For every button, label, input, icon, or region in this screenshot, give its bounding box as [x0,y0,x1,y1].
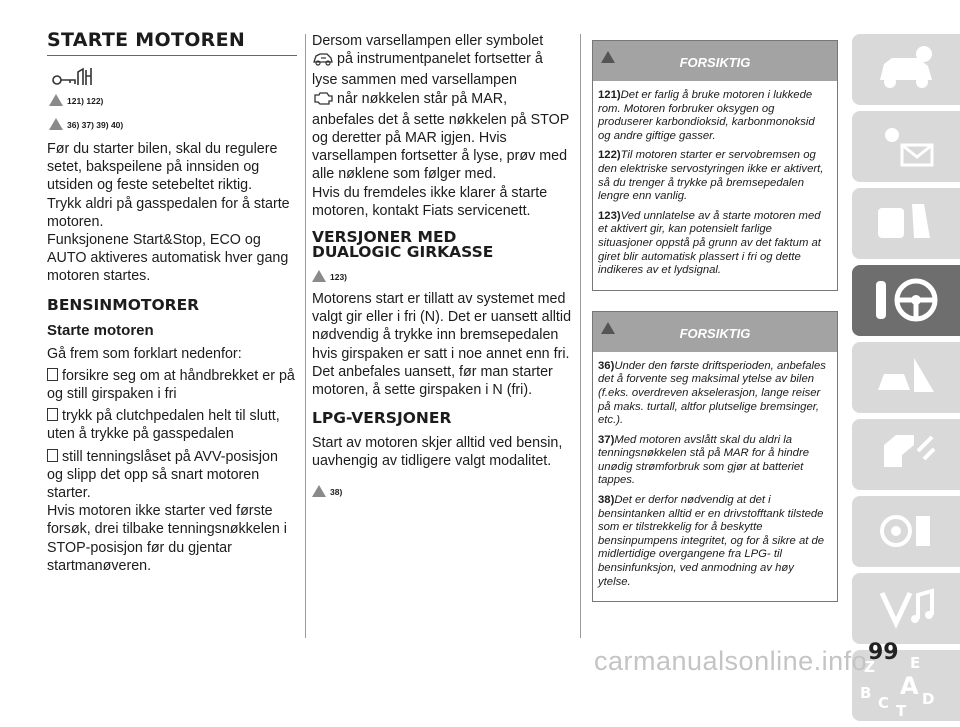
page-number: 99 [868,640,899,665]
reference-row [49,118,297,130]
index-letter: T [896,702,907,720]
reference-numbers: 38) [330,486,343,497]
tab-technical-data[interactable] [852,496,960,567]
warning-box-title: FORSIKTIG [679,325,751,341]
warning-number: 121) [598,89,621,101]
warning-box-header [593,312,837,352]
index-letter: E [910,654,921,672]
tab-dashboard[interactable] [852,34,960,105]
engine-failure-icon [312,91,334,111]
column-divider [305,34,306,638]
reference-numbers: 36) 37) 39) 40) [67,120,124,130]
paragraph: Motorens start er tillatt av systemet med valgt gir eller i fri (N). Det er uansett alltid nødvendig å trykke inn bremsepedalen hvis girspaken er satt i noe annet enn fri. Det anbefales uansett, før man starter motoren, å sette girspaken i N (fri). [312,291,572,399]
warning-text: Under den første driftsperioden, anbefales det å forvente seg maksimal ytelse av bilen (f.eks. overdreven akselerasjon, lange reiser på maks. turtall, altfor plutselige bremsinger, etc.). [598,359,826,427]
multimedia-icon [874,583,938,633]
warning-number: 122) [598,149,621,162]
paragraph [312,32,572,184]
tab-starting-driving[interactable] [852,265,960,336]
warning-number: 36) [598,359,615,372]
column-right [592,0,838,602]
warning-triangle-icon [49,94,63,106]
warning-text: Med motoren avslått skal du aldri la tenningsnøkkelen stå på MAR for å hindre unødig strømforbruk som gjør at batteriet tappes. [598,433,809,487]
warning-number: 38) [598,494,615,507]
index-letter: B [860,684,872,702]
maintenance-icon [874,429,938,479]
bullet-text: trykk på clutchpedalen helt til slutt, uten å trykke på gasspedalen [47,408,280,443]
warning-text: Til motoren starter er servobremsen og den elektriske servostyringen ikke er aktivert, så du trenger å trykke på bremsepedalen lengre enn vanlig. [598,149,824,203]
paragraph: Hvis motoren ikke starter ved første forsøk, drei tilbake tenningsnøkkelen i STOP-posisjon før du gjentar startmanøveren. [47,503,287,574]
chapter-tabs [852,34,960,727]
warning-text: Det er derfor nødvendig at det i bensintanken alltid er en drivstofftank tilstede som er tilstrekkelig for å beskytte bensinpumpens integritet, og for å sikre at de midlertidige overgangene fra LPG- til bensinfunksjon, ved anmodning av høy ytelse. [598,494,825,588]
steering-wheel-icon [874,275,938,325]
checkbox-bullet-icon [47,368,58,381]
warning-triangle-icon [312,270,326,282]
bullet-item [47,407,297,443]
car-warning-icon [49,118,63,130]
section-heading: VERSJONER MED DUALOGIC GIRKASSE [312,228,494,262]
bullet-text: forsikre seg om at håndbrekket er på og still girspaken i fri [47,367,295,403]
index-letter: Z [864,658,875,676]
text-run: når nøkkelen står på MAR, anbefales det å sette nøkkelen på STOP og deretter på MAR igjen. Hvis varsellampen fortsetter å lyse, prøv med alle nøklene som følger med. [312,90,569,183]
text-run: på instrumentpanelet fortsetter å lyse sammen med varsellampen [312,51,543,89]
warning-box-title: FORSIKTIG [679,55,751,70]
tab-safety[interactable] [852,188,960,259]
tab-multimedia[interactable] [852,573,960,644]
tab-emergency[interactable] [852,342,960,413]
reference-row [312,485,572,497]
warning-item [598,360,829,428]
paragraph: Trykk aldri på gasspedalen for å starte motoren. [47,195,290,230]
page-title: STARTE MOTOREN [47,29,246,51]
reference-row [312,270,572,282]
section-heading: BENSINMOTORER [47,295,200,314]
warning-box-header [593,41,837,81]
warning-item [598,210,829,278]
paragraph: Start av motoren skjer alltid ved bensin, uavhengig av tidligere valgt modalitet. [312,435,563,470]
warning-number: 123) [598,209,621,222]
technical-data-icon [874,506,938,556]
lights-messages-icon [874,121,938,171]
section-heading: LPG-VERSJONER [312,409,452,428]
reference-row [49,94,297,106]
warning-text: Ved unnlatelse av å starte motoren med et aktivert gir, kan potensielt farlige situasjoner oppstå på grunn av det faktum at giret blir automatisk plassert i fri og dette indikeres av et lydsignal. [598,209,821,277]
warning-box-body [593,352,837,602]
emergency-icon [874,352,938,402]
paragraph: Før du starter bilen, skal du regulere setet, bakspeilene på innsiden og utsiden og feste setebeltet riktig. [47,141,278,194]
safety-seatbelt-icon [874,198,938,248]
warning-box [592,40,838,291]
reference-numbers: 123) [330,272,348,283]
bullet-item [47,448,297,503]
car-warning-icon [312,485,326,497]
checkbox-bullet-icon [47,408,58,421]
column-divider [580,34,581,638]
warning-item [598,89,829,143]
paragraph: Funksjonene Start&Stop, ECO og AUTO aktiveres automatisk hver gang motoren startes. [47,232,289,285]
warning-item [598,434,829,488]
warning-text: Det er farlig å bruke motoren i lukkede rom. Motoren forbruker oksygen og produserer karbondioksid, karbonmonoksid og andre giftige gasser. [598,89,815,142]
column-middle [312,0,572,497]
immobilizer-symbol-icon [312,50,334,71]
warning-item [598,494,829,589]
key-symbol-icon [51,66,297,88]
column-left [47,0,297,575]
bullet-text: still tenningslåset på AVV-posisjon og slipp det opp så snart motoren starter. [47,448,278,502]
warning-box-body [593,81,837,290]
title-rule [47,55,297,56]
subsection-heading: Starte motoren [47,321,154,339]
index-letter: D [922,690,935,708]
index-letter: C [878,694,890,712]
index-letter: A [900,672,919,700]
paragraph: Hvis du fremdeles ikke klarer å starte motoren, kontakt Fiats servicenett. [312,184,548,219]
warning-number: 37) [598,433,615,446]
warning-box [592,311,838,603]
tab-lights[interactable] [852,111,960,182]
text-run: Dersom varsellampen eller symbolet [312,33,544,49]
tab-maintenance[interactable] [852,419,960,490]
checkbox-bullet-icon [47,449,58,462]
bullet-item [47,367,297,403]
car-dashboard-icon [874,44,938,94]
watermark: carmanualsonline.info [594,646,868,676]
paragraph: Gå frem som forklart nedenfor: [47,345,242,362]
warning-item [598,149,829,203]
reference-numbers: 121) 122) [67,96,104,106]
